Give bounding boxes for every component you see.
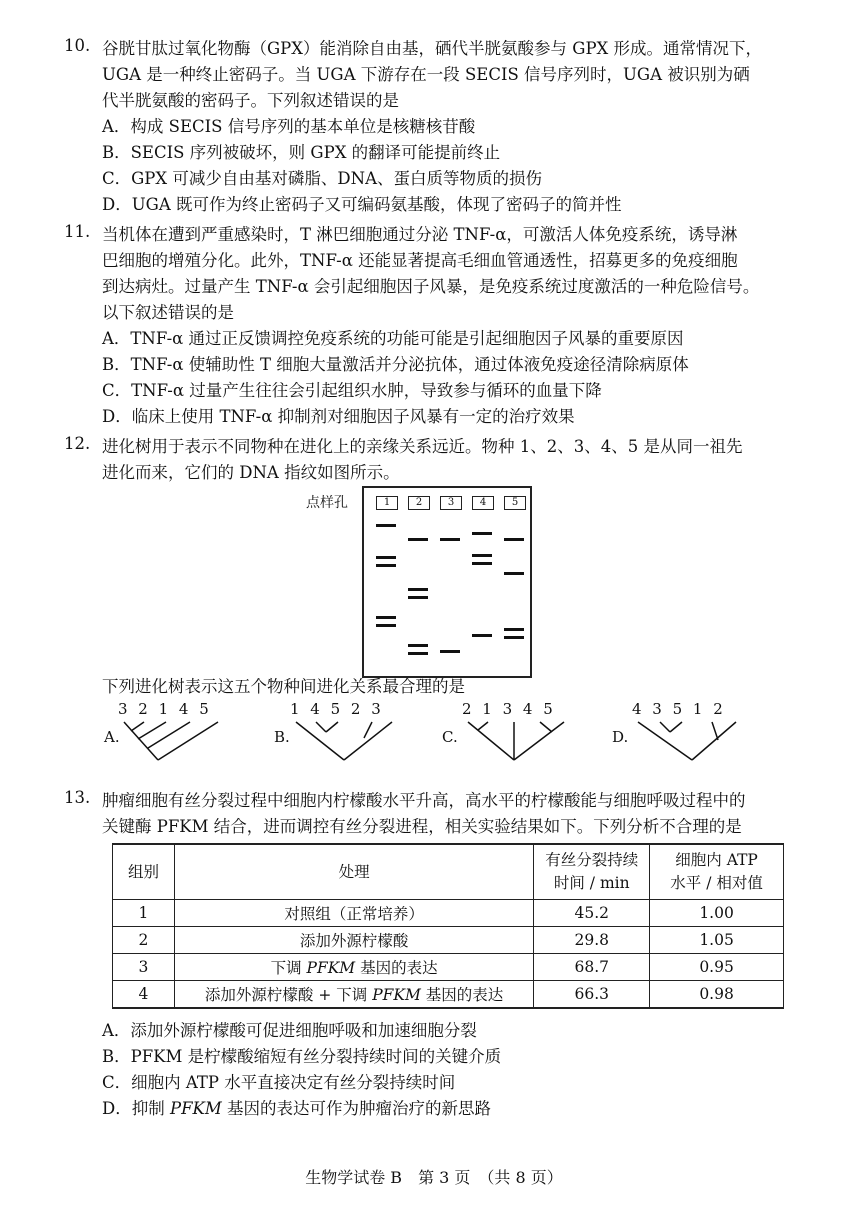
cell-group: 3 <box>113 954 175 981</box>
gel-wells-label: 点样孔 <box>306 495 348 511</box>
question-text-line: 肿瘤细胞有丝分裂过程中细胞内柠檬酸水平升高，高水平的柠檬酸能与细胞呼吸过程中的 <box>102 791 746 810</box>
cell-time: 66.3 <box>534 981 650 1009</box>
header-treatment: 处理 <box>174 844 533 900</box>
treatment-text: 下调 <box>270 959 307 977</box>
gel-well-4: 4 <box>472 496 494 510</box>
tree-b-leaves: 1 4 5 2 3 <box>290 700 384 718</box>
cell-treatment <box>174 981 533 1009</box>
table-row <box>113 900 784 927</box>
gel-band <box>440 538 460 541</box>
gel-well-5: 5 <box>504 496 526 510</box>
header-group: 组别 <box>113 844 175 900</box>
option-text: 基因的表达可作为肿瘤治疗的新思路 <box>221 1099 492 1118</box>
option-a: A．构成 SECIS 信号序列的基本单位是核糖核苷酸 <box>102 117 476 136</box>
header-atp-level <box>650 844 784 900</box>
tree-d-leaves: 4 3 5 1 2 <box>632 700 726 718</box>
question-text-line: 以下叙述错误的是 <box>102 303 234 322</box>
gel-band <box>472 554 492 557</box>
option-text: D．抑制 <box>102 1099 170 1118</box>
question-text-line: 到达病灶。过量产生 TNF-α 会引起细胞因子风暴，是免疫系统过度激活的一种危险信号。 <box>102 277 760 296</box>
question-text-line: 进化树用于表示不同物种在进化上的亲缘关系远近。物种 1、2、3、4、5 是从同一祖先 <box>102 437 743 456</box>
header-text: 细胞内 ATP <box>675 851 758 869</box>
option-a-letter: A. <box>104 728 120 746</box>
gel-well-1: 1 <box>376 496 398 510</box>
option-d: D．临床上使用 TNF-α 抑制剂对细胞因子风暴有一定的治疗效果 <box>102 407 575 426</box>
gel-band <box>472 562 492 565</box>
cell-time: 29.8 <box>534 927 650 954</box>
table-header-row <box>113 844 784 900</box>
treatment-text: 基因的表达 <box>420 986 504 1004</box>
header-text: 有丝分裂持续 <box>545 851 639 869</box>
table-row <box>113 927 784 954</box>
cell-group: 4 <box>113 981 175 1009</box>
table-row <box>113 954 784 981</box>
question-prompt: 下列进化树表示这五个物种间进化关系最合理的是 <box>102 677 465 696</box>
question-number: 10. <box>64 36 91 55</box>
experiment-results-table <box>112 843 784 1009</box>
question-number: 12. <box>64 434 91 453</box>
tree-b-diagram <box>290 720 400 764</box>
gel-band <box>376 556 396 559</box>
cell-treatment: 添加外源柠檬酸 <box>174 927 533 954</box>
option-d <box>102 1096 491 1122</box>
tree-c-leaves: 2 1 3 4 5 <box>462 700 556 718</box>
option-b-letter: B. <box>274 728 290 746</box>
gel-band <box>472 532 492 535</box>
cell-atp: 1.00 <box>650 900 784 927</box>
cell-time: 68.7 <box>534 954 650 981</box>
gel-band <box>408 588 428 591</box>
tree-a-leaves: 3 2 1 4 5 <box>118 700 212 718</box>
option-a: A．添加外源柠檬酸可促进细胞呼吸和加速细胞分裂 <box>102 1021 477 1040</box>
gel-band <box>376 564 396 567</box>
gel-band <box>408 538 428 541</box>
gel-well-2: 2 <box>408 496 430 510</box>
option-c-letter: C. <box>442 728 458 746</box>
header-mitosis-time <box>534 844 650 900</box>
gel-band <box>376 524 396 527</box>
gel-band <box>504 572 524 575</box>
option-c: C．TNF-α 过量产生往往会引起组织水肿，导致参与循环的血量下降 <box>102 381 602 400</box>
question-text-line: 谷胱甘肽过氧化物酶（GPX）能消除自由基，硒代半胱氨酸参与 GPX 形成。通常情况下， <box>102 39 763 58</box>
table-row <box>113 981 784 1009</box>
gel-band <box>504 538 524 541</box>
tree-a-diagram <box>118 720 228 764</box>
treatment-text: 添加外源柠檬酸 + 下调 <box>204 986 373 1004</box>
gel-band <box>376 616 396 619</box>
cell-atp: 0.98 <box>650 981 784 1009</box>
gene-name: PFKM <box>306 959 356 977</box>
gel-band <box>408 652 428 655</box>
question-number: 11. <box>64 222 91 241</box>
gel-band <box>472 634 492 637</box>
cell-group: 1 <box>113 900 175 927</box>
tree-d-diagram <box>632 720 742 764</box>
option-b: B．PFKM 是柠檬酸缩短有丝分裂持续时间的关键介质 <box>102 1047 502 1066</box>
cell-atp: 1.05 <box>650 927 784 954</box>
dna-fingerprint-gel <box>362 486 532 678</box>
option-c: C．GPX 可减少自由基对磷脂、DNA、蛋白质等物质的损伤 <box>102 169 542 188</box>
cell-treatment <box>174 954 533 981</box>
option-b: B．TNF-α 使辅助性 T 细胞大量激活并分泌抗体，通过体液免疫途径清除病原体 <box>102 355 689 374</box>
gel-band <box>440 650 460 653</box>
question-text-line: 关键酶 PFKM 结合，进而调控有丝分裂进程，相关实验结果如下。下列分析不合理的是 <box>102 817 742 836</box>
question-text-line: 进化而来，它们的 DNA 指纹如图所示。 <box>102 463 400 482</box>
gel-band <box>408 644 428 647</box>
option-c: C．细胞内 ATP 水平直接决定有丝分裂持续时间 <box>102 1073 456 1092</box>
gene-name: PFKM <box>169 1099 222 1118</box>
gel-band <box>408 596 428 599</box>
cell-time: 45.2 <box>534 900 650 927</box>
option-a: A．TNF-α 通过正反馈调控免疫系统的功能可能是引起细胞因子风暴的重要原因 <box>102 329 684 348</box>
gel-band <box>504 636 524 639</box>
gel-band <box>504 628 524 631</box>
header-text: 时间 / min <box>553 874 630 892</box>
option-d-letter: D. <box>612 728 629 746</box>
question-text-line: 当机体在遭到严重感染时，T 淋巴细胞通过分泌 TNF-α，可激活人体免疫系统，诱导淋 <box>102 225 738 244</box>
question-number: 13. <box>64 788 91 807</box>
treatment-text: 基因的表达 <box>355 959 438 977</box>
cell-treatment: 对照组（正常培养） <box>174 900 533 927</box>
page-footer: 生物学试卷 B 第 3 页 （共 8 页） <box>305 1168 563 1187</box>
gel-well-3: 3 <box>440 496 462 510</box>
gel-band <box>376 624 396 627</box>
option-d: D．UGA 既可作为终止密码子又可编码氨基酸，体现了密码子的简并性 <box>102 195 622 214</box>
tree-c-diagram <box>462 720 572 764</box>
question-text-line: UGA 是一种终止密码子。当 UGA 下游存在一段 SECIS 信号序列时，UGA 被识别为硒 <box>102 65 750 84</box>
question-text-line: 代半胱氨酸的密码子。下列叙述错误的是 <box>102 91 399 110</box>
gene-name: PFKM <box>372 986 421 1004</box>
cell-group: 2 <box>113 927 175 954</box>
cell-atp: 0.95 <box>650 954 784 981</box>
header-text: 水平 / 相对值 <box>670 874 763 892</box>
question-text-line: 巴细胞的增殖分化。此外，TNF-α 还能显著提高毛细血管通透性，招募更多的免疫细胞 <box>102 251 738 270</box>
option-b: B．SECIS 序列被破坏，则 GPX 的翻译可能提前终止 <box>102 143 501 162</box>
